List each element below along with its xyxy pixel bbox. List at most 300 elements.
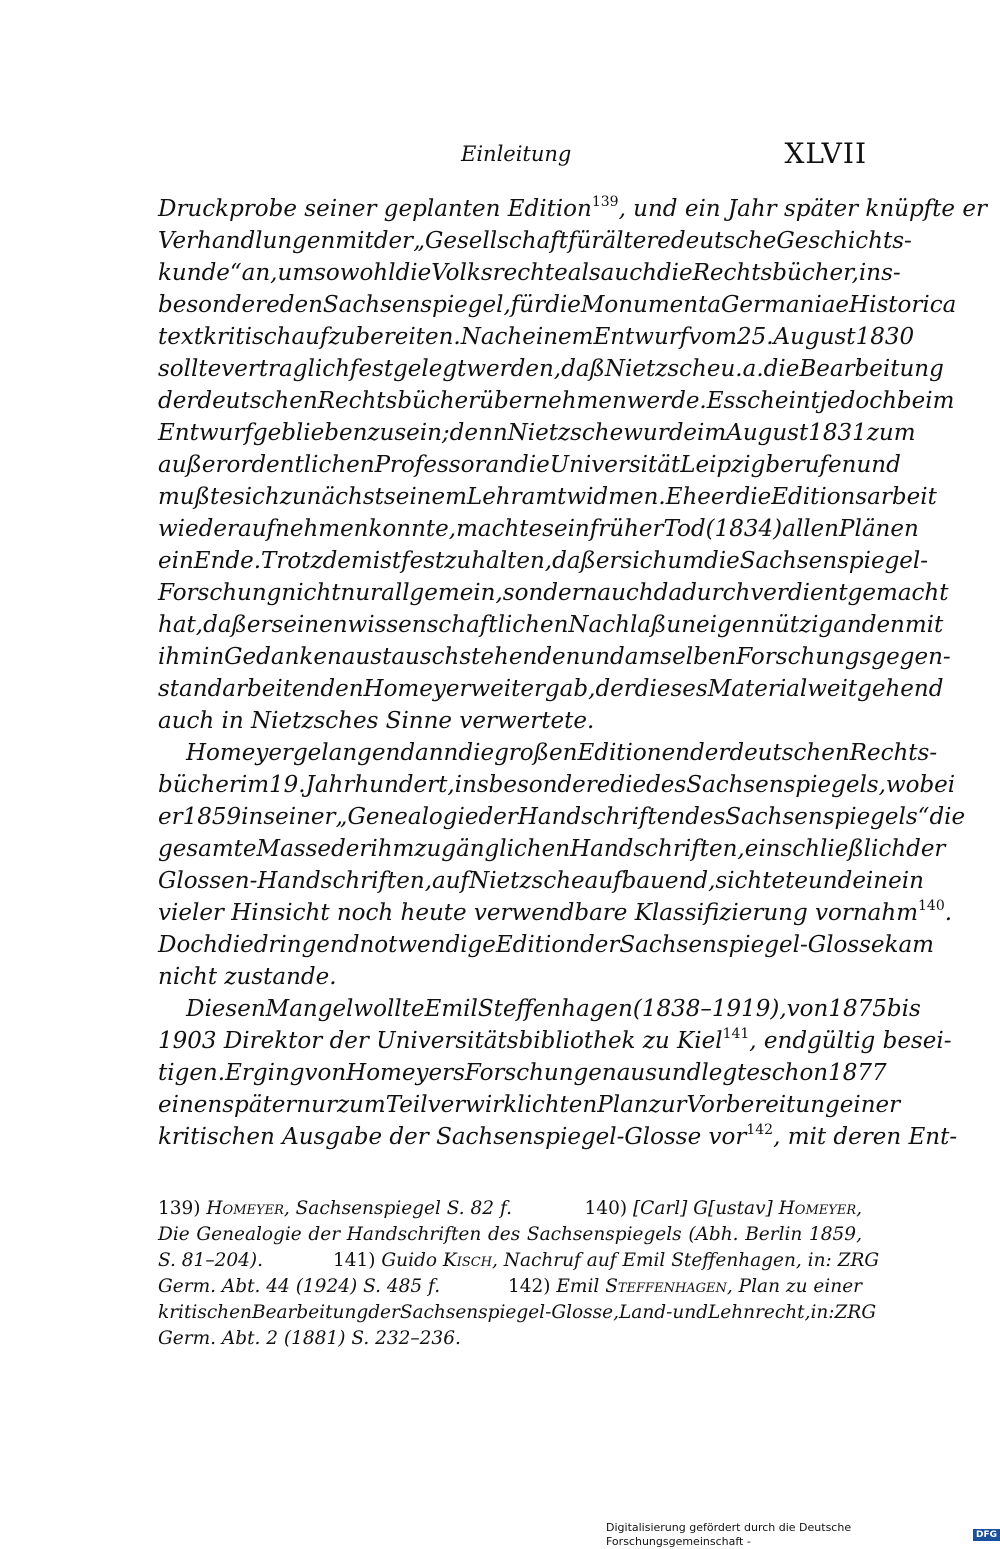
word: zunächst (279, 484, 384, 510)
word: nicht (281, 580, 341, 606)
word: einem (522, 324, 594, 350)
word: denn (449, 420, 508, 446)
word: zu (367, 420, 395, 446)
word: insbesondere (454, 772, 611, 798)
word: an (833, 612, 862, 638)
word: Trotzdem (261, 548, 373, 574)
footnote-text: Germ. Abt. 44 (1924) S. 485 f. (158, 1276, 441, 1297)
word: später (222, 1092, 297, 1118)
word: 1877 (828, 1060, 887, 1086)
footnote-author: Homeyer (206, 1198, 284, 1219)
word: Entwurf (158, 420, 253, 446)
word: kritischen (158, 1302, 252, 1323)
word: vom (688, 324, 737, 350)
word: Vorbereitung (686, 1092, 840, 1118)
text-line (158, 865, 924, 897)
word: daß (561, 356, 605, 382)
word: „Genealogie (335, 804, 479, 830)
credit-text: Digitalisierung gefördert durch die Deutsche Forschungsgemeinschaft - (606, 1521, 852, 1548)
footnote-text: , Sachsenspiegel S. 82 f. (283, 1198, 513, 1219)
word: allen (782, 516, 839, 542)
page-number: XLVII (784, 137, 867, 170)
footnote-author: Homeyer (778, 1198, 857, 1219)
word: Er (225, 1060, 253, 1086)
word: Lehramt (466, 484, 567, 510)
word: Teil (385, 1092, 428, 1118)
word: Forschungen (464, 1060, 617, 1086)
word: Volksrechte (431, 260, 568, 286)
word: wissenschaftlichen (347, 612, 569, 638)
word: uneigennützig (666, 612, 834, 638)
word: geblieben (252, 420, 368, 446)
footnote-139 (158, 1196, 512, 1222)
text-segment (158, 193, 987, 225)
word: der (690, 740, 730, 766)
text-line (158, 1057, 887, 1089)
word: aufbauend, (584, 868, 716, 894)
word: 19. (269, 772, 306, 798)
footnote-text: [Carl] G[ustav] (632, 1198, 773, 1219)
word: 1859, (809, 1224, 862, 1245)
word: der (368, 1302, 400, 1323)
word: verwirklichten (427, 1092, 598, 1118)
footnote-ref-139[interactable]: 139 (591, 194, 619, 210)
word: einen (158, 1092, 223, 1118)
word: (1834) (705, 516, 783, 542)
footnote-ref-142[interactable]: 142 (746, 1122, 774, 1138)
word: großen (494, 740, 578, 766)
word: ältere (602, 228, 671, 254)
word: wieder (158, 516, 238, 542)
word: Sachsenspiegel-Glosse (619, 932, 885, 958)
word: textkritisch (158, 324, 292, 350)
word: Sachsenspiegels, (686, 772, 886, 798)
word: weitgehend (807, 676, 944, 702)
word: die (656, 260, 693, 286)
word: a. (742, 356, 764, 382)
word: die (735, 484, 772, 510)
footnote-number: 141) (332, 1250, 376, 1271)
word: Sachsenspiegel, (322, 292, 511, 318)
word: „Gesellschaft (413, 228, 569, 254)
word: Lehnrecht, (708, 1302, 811, 1323)
footnote-text: , (856, 1198, 862, 1219)
word: deutsche (670, 228, 777, 254)
word: und (856, 452, 901, 478)
word: zum (336, 1092, 386, 1118)
word: für (568, 228, 603, 254)
word: Universität (549, 452, 681, 478)
word: Gedankenaustausch (224, 644, 460, 670)
word: zur (648, 1092, 687, 1118)
text-line (158, 833, 946, 865)
word: jedoch (819, 388, 897, 414)
word: er (710, 484, 736, 510)
word: Rechtsbücher, (692, 260, 859, 286)
word: und (807, 868, 853, 894)
word: Steffenhagen (477, 996, 633, 1022)
text-line (158, 1121, 958, 1153)
text-line (158, 929, 934, 961)
word: berufen (765, 452, 857, 478)
word: bis (886, 996, 921, 1022)
text-fragment: kritischen Ausgabe der Sachsenspiegel-Glosse vor (158, 1124, 747, 1150)
word: arbeitenden (222, 676, 364, 702)
word: und (580, 644, 625, 670)
word: Forschungsgegen- (736, 644, 951, 670)
text-line (158, 1025, 952, 1057)
word: Germaniae (721, 292, 850, 318)
word: stand (158, 676, 223, 702)
word: der (580, 932, 620, 958)
text-line (158, 481, 937, 513)
word: der (906, 836, 946, 862)
text-segment (158, 1025, 951, 1057)
word: Land- (619, 1302, 673, 1323)
word: die (217, 932, 254, 958)
word: Handschriften, (570, 836, 745, 862)
word: den (279, 292, 323, 318)
word: tigen. (158, 1060, 226, 1086)
word: in (201, 644, 225, 670)
footnote-140 (585, 1196, 862, 1222)
word: die (513, 452, 550, 478)
word: am (624, 644, 661, 670)
word: daß (203, 612, 247, 638)
word: deutschen (197, 388, 318, 414)
footnote-number: 142) (508, 1276, 551, 1297)
text-fragment: . (944, 900, 953, 926)
word: den (861, 612, 905, 638)
word: die (545, 292, 581, 318)
word: ihm (158, 644, 202, 670)
text-line (158, 801, 966, 833)
word: und (657, 1060, 702, 1086)
footnote-line (158, 1300, 877, 1326)
word: auch (600, 260, 657, 286)
word: kam (884, 932, 934, 958)
text-line (158, 257, 901, 289)
footnote-141 (333, 1248, 879, 1274)
word: Nietzsche (507, 420, 624, 446)
word: der (595, 676, 635, 702)
word: seiner (263, 804, 336, 830)
word: einer (839, 1092, 901, 1118)
word: besondere (158, 292, 280, 318)
word: sich (232, 484, 280, 510)
word: kunde“ (158, 260, 242, 286)
word: Bearbeitung (251, 1302, 369, 1323)
text-fragment: , und ein Jahr später knüpfte er (618, 196, 987, 222)
word: August (726, 420, 809, 446)
word: an, (241, 260, 278, 286)
word: aufnehmen (237, 516, 369, 542)
word: notwendige (359, 932, 496, 958)
word: von (786, 996, 829, 1022)
word: seinem (383, 484, 467, 510)
word: Ehe (665, 484, 711, 510)
text-fragment: , mit deren Ent- (773, 1124, 958, 1150)
word: dieses (634, 676, 708, 702)
word: im (239, 772, 270, 798)
text-segment (158, 1121, 957, 1153)
word: des (487, 1224, 521, 1245)
word: die (704, 548, 740, 574)
word: der (478, 804, 518, 830)
word: in (241, 804, 264, 830)
word: Homeyers (346, 1060, 465, 1086)
footnote-ref-140[interactable]: 140 (918, 898, 945, 914)
word: festgelegt (349, 356, 467, 382)
word: früher (589, 516, 664, 542)
word: des (685, 804, 726, 830)
word: der (331, 836, 371, 862)
word: Entwurf (593, 324, 689, 350)
word: als (567, 260, 601, 286)
word: (Abh. (688, 1224, 739, 1245)
word: 1859 (182, 804, 242, 830)
word: Handschriften (517, 804, 686, 830)
word: zum (866, 420, 916, 446)
word: stehenden (459, 644, 581, 670)
word: von (304, 1060, 347, 1086)
word: aufzubereiten. (291, 324, 461, 350)
text-line (158, 353, 944, 385)
word: seinen (271, 612, 348, 638)
word: Forschung (158, 580, 282, 606)
word: ihm (370, 836, 415, 862)
text-line (186, 737, 938, 769)
word: scheint (735, 388, 820, 414)
text-line (158, 609, 944, 641)
word: aus (616, 1060, 658, 1086)
word: zugänglichen (414, 836, 571, 862)
text-line (186, 993, 921, 1025)
word: gesamte (158, 836, 257, 862)
word: in: (810, 1302, 835, 1323)
word: verdient (750, 580, 848, 606)
word: Rechts- (849, 740, 938, 766)
word: Editionen (577, 740, 690, 766)
word: Historica (849, 292, 957, 318)
word: Sachsenspiegels (526, 1224, 682, 1245)
word: wollte (353, 996, 425, 1022)
word: sowohl (314, 260, 396, 286)
dfg-logo-icon: DFG (973, 1529, 1000, 1541)
word: mit (335, 228, 374, 254)
word: mit (904, 612, 944, 638)
footnote-ref-141[interactable]: 141 (722, 1026, 750, 1042)
text-segment (158, 897, 952, 929)
footnote-author: Kisch (442, 1250, 493, 1271)
word: Ende. (193, 548, 262, 574)
word: die (395, 260, 432, 286)
word: ein (158, 548, 194, 574)
text-line (158, 897, 953, 929)
word: Rechtsbücher (317, 388, 480, 414)
word: Homeyer (186, 740, 293, 766)
word: gemacht (847, 580, 949, 606)
footnote-text: , Nachruf auf Emil Steffenhagen, in: ZRG (492, 1250, 880, 1271)
footnote-line (158, 1196, 862, 1222)
text-line (158, 769, 956, 801)
word: sichtete (715, 868, 808, 894)
word: Diesen (186, 996, 266, 1022)
text-fragment: 1903 Direktor der Universitätsbibliothek zu Kiel (158, 1028, 723, 1054)
word: festzuhalten, (401, 548, 553, 574)
word: sich (620, 548, 668, 574)
word: weitergab, (470, 676, 596, 702)
word: um (277, 260, 315, 286)
word: des (646, 772, 687, 798)
word: auch (597, 580, 654, 606)
word: dringend (253, 932, 360, 958)
word: nur (296, 1092, 337, 1118)
word: Geschichts- (776, 228, 912, 254)
text-line (158, 225, 912, 257)
footnote-line: Germ. Abt. 2 (1881) S. 232–236. (158, 1328, 461, 1349)
word: vertraglich (221, 356, 350, 382)
word: Leipzig (680, 452, 766, 478)
word: eine (852, 868, 902, 894)
text-fragment: , endgültig besei- (749, 1028, 952, 1054)
word: Sachsenspiegels“ (725, 804, 930, 830)
word: nur (340, 580, 382, 606)
word: dann (400, 740, 459, 766)
word: die (610, 772, 647, 798)
word: Nietzsche (604, 356, 721, 382)
word: Nachlaß (568, 612, 667, 638)
word: für (510, 292, 546, 318)
word: Plänen (838, 516, 919, 542)
word: der (373, 228, 414, 254)
word: Editionsarbeit (771, 484, 937, 510)
footnote-line (158, 1248, 880, 1274)
footnote-text: Emil (556, 1276, 600, 1297)
word: Tod (663, 516, 706, 542)
text-line (158, 321, 915, 353)
word: sondern (502, 580, 598, 606)
word: dadurch (653, 580, 751, 606)
word: schon (759, 1060, 829, 1086)
footnote-text: , Plan zu einer (726, 1276, 862, 1297)
word: übernehmen (479, 388, 627, 414)
word: er (246, 612, 272, 638)
footnote-number: 140) (584, 1198, 628, 1219)
text-fragment: vieler Hinsicht noch heute verwendbare Klassifizierung vornahm (158, 900, 918, 926)
word: Plan (597, 1092, 649, 1118)
text-line (158, 545, 929, 577)
word: August (773, 324, 856, 350)
footnote-line (158, 1274, 862, 1300)
word: die (458, 740, 495, 766)
footnote-text: S. 81–204). (158, 1250, 263, 1271)
text-line (158, 577, 949, 609)
word: die (929, 804, 966, 830)
word: deutschen (729, 740, 850, 766)
word: legte (701, 1060, 760, 1086)
running-title: Einleitung (461, 142, 572, 166)
word: mußte (158, 484, 233, 510)
word: Mangel (265, 996, 354, 1022)
word: sein; (394, 420, 450, 446)
word: Es (706, 388, 736, 414)
digitization-credit (606, 1521, 1000, 1549)
word: machte (456, 516, 543, 542)
footnote-line (158, 1222, 862, 1248)
text-line (158, 193, 987, 225)
text-line (158, 289, 957, 321)
word: Masse (256, 836, 331, 862)
footnote-number: 139) (158, 1198, 201, 1219)
word: Die (158, 1224, 190, 1245)
word: die (763, 356, 800, 382)
word: widmen. (566, 484, 666, 510)
footnote-text: Guido (381, 1250, 437, 1271)
word: Monumenta (580, 292, 722, 318)
text-line (158, 449, 901, 481)
word: der (308, 1224, 341, 1245)
word: außerordentlichen (158, 452, 375, 478)
word: er (158, 804, 183, 830)
word: an (485, 452, 514, 478)
word: konnte, (368, 516, 457, 542)
word: Jahrhundert, (305, 772, 455, 798)
word: werde. (626, 388, 707, 414)
text-line (158, 641, 951, 673)
word: 1831 (808, 420, 867, 446)
word: auf (432, 868, 470, 894)
text-line (158, 673, 944, 705)
word: Sachsenspiegel- (739, 548, 929, 574)
word: allgemein, (381, 580, 503, 606)
word: Doch (158, 932, 218, 958)
word: Material (707, 676, 808, 702)
word: und (672, 1302, 709, 1323)
word: selben (660, 644, 737, 670)
word: Glossen-Handschriften, (158, 868, 433, 894)
footnote-author: Steffenhagen (605, 1276, 727, 1297)
text-line (158, 513, 919, 545)
footnote-142 (508, 1274, 862, 1300)
word: Nietzsche (469, 868, 585, 894)
word: wurde (623, 420, 698, 446)
text-line: auch in Nietzsches Sinne verwertete. (158, 708, 595, 734)
word: werden, (466, 356, 562, 382)
word: im (697, 420, 727, 446)
word: Bearbeitung (799, 356, 944, 382)
word: ging (252, 1060, 305, 1086)
word: ins- (858, 260, 901, 286)
word: der (158, 388, 198, 414)
word: Verhandlungen (158, 228, 336, 254)
word: 25. (736, 324, 774, 350)
word: ZRG (834, 1302, 877, 1323)
word: Sachsenspiegel-Glosse, (399, 1302, 619, 1323)
word: ist (372, 548, 402, 574)
word: wobei (885, 772, 956, 798)
word: einschließlich (744, 836, 907, 862)
word: er (595, 548, 621, 574)
text-line (158, 417, 916, 449)
text-line (158, 385, 955, 417)
word: 1875 (828, 996, 887, 1022)
word: um (667, 548, 704, 574)
word: Handschriften (346, 1224, 482, 1245)
word: sollte (158, 356, 222, 382)
text-line (158, 1089, 901, 1121)
word: sein (542, 516, 590, 542)
